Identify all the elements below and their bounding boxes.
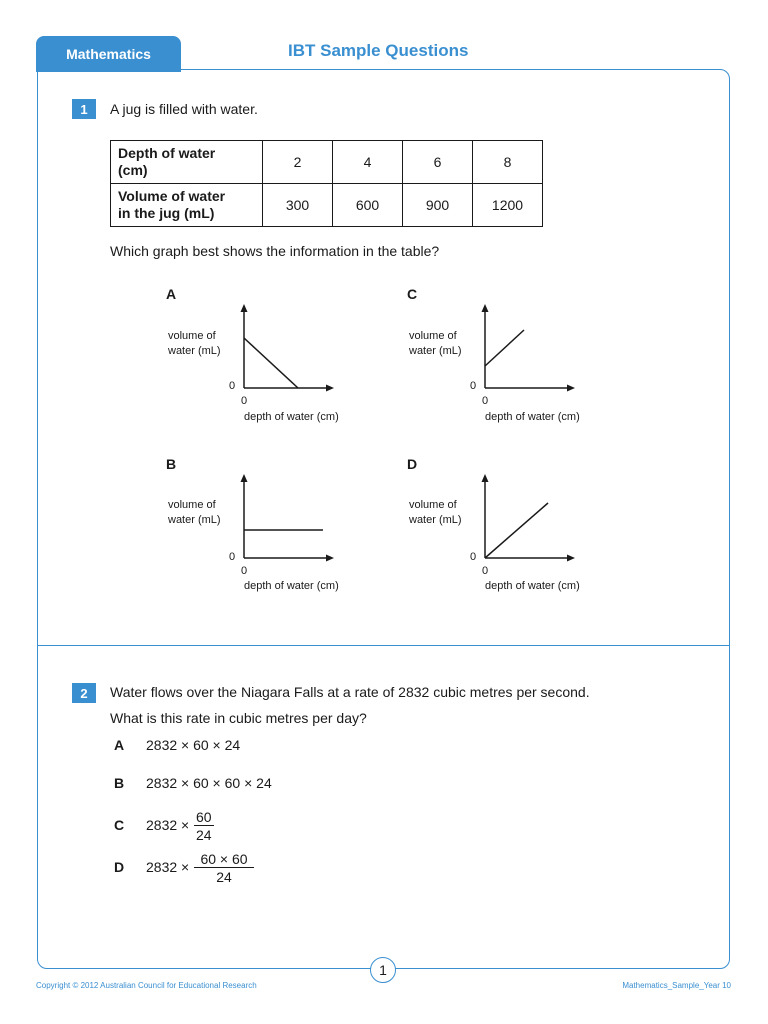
document-id: Mathematics_Sample_Year 10 xyxy=(622,981,731,990)
fraction-denominator: 24 xyxy=(196,827,212,843)
option-text: 2832 × 60 × 60 × 24 xyxy=(146,775,272,791)
option-prefix: 2832 × xyxy=(146,817,190,833)
question-1-prompt: Which graph best shows the information in the table? xyxy=(110,243,440,259)
graph-c-plot xyxy=(477,302,577,394)
table-cell: 2 xyxy=(263,141,333,184)
page-title: IBT Sample Questions xyxy=(288,41,469,60)
x-origin-label: 0 xyxy=(241,395,248,407)
graph-d-plot xyxy=(477,472,577,564)
option-letter: A xyxy=(114,737,125,753)
x-axis-arrow xyxy=(567,555,575,562)
y-origin-label: 0 xyxy=(229,551,236,563)
x-axis-arrow xyxy=(326,555,334,562)
question-2-number: 2 xyxy=(72,683,96,703)
table-row xyxy=(111,141,543,184)
table-cell: 600 xyxy=(333,184,403,227)
subject-tab-label: Mathematics xyxy=(66,46,151,62)
question-2-line-2: What is this rate in cubic metres per day? xyxy=(110,710,367,726)
table-cell: 4 xyxy=(333,141,403,184)
x-origin-label: 0 xyxy=(482,565,489,577)
y-origin-label: 0 xyxy=(470,380,477,392)
fraction xyxy=(194,809,214,843)
option-letter: C xyxy=(114,817,125,833)
table-cell: 8 xyxy=(473,141,543,184)
option-letter: D xyxy=(114,859,125,875)
y-origin-label: 0 xyxy=(229,380,236,392)
table-cell: 1200 xyxy=(473,184,543,227)
graph-line xyxy=(244,338,298,388)
page-number: 1 xyxy=(370,957,396,983)
question-1-number: 1 xyxy=(72,99,96,119)
y-axis-label: volume of water (mL) xyxy=(409,499,462,526)
table-cell: 300 xyxy=(263,184,333,227)
table-row-header: Volume of water in the jug (mL) xyxy=(111,184,263,227)
option-letter: B xyxy=(114,775,125,791)
graph-b-plot xyxy=(236,472,336,564)
question-2-line-1: Water flows over the Niagara Falls at a rate of 2832 cubic metres per second. xyxy=(110,684,590,700)
graph-line xyxy=(485,330,524,366)
table-cell: 6 xyxy=(403,141,473,184)
option-prefix: 2832 × xyxy=(146,859,190,875)
y-axis-arrow xyxy=(241,474,248,482)
subject-tab xyxy=(36,36,181,72)
data-table xyxy=(110,140,543,227)
y-axis-arrow xyxy=(482,304,489,312)
y-axis-label: volume of water (mL) xyxy=(409,330,462,357)
section-divider xyxy=(38,645,729,646)
table-cell: 900 xyxy=(403,184,473,227)
x-origin-label: 0 xyxy=(241,565,248,577)
y-axis-arrow xyxy=(482,474,489,482)
graph-a-plot xyxy=(236,302,336,394)
table-row-header: Depth of water (cm) xyxy=(111,141,263,184)
fraction-numerator: 60 × 60 xyxy=(200,851,248,867)
fraction-numerator: 60 xyxy=(196,809,212,825)
x-axis-arrow xyxy=(567,385,575,392)
option-letter: A xyxy=(166,286,177,302)
x-axis-label: depth of water (cm) xyxy=(244,580,339,592)
x-origin-label: 0 xyxy=(482,395,489,407)
graph-line xyxy=(485,503,548,558)
fraction-denominator: 24 xyxy=(194,867,254,885)
copyright-text: Copyright © 2012 Australian Council for Educational Research xyxy=(36,981,257,990)
x-axis-label: depth of water (cm) xyxy=(244,411,339,423)
table-row xyxy=(111,184,543,227)
option-letter: D xyxy=(407,456,418,472)
option-letter: B xyxy=(166,456,177,472)
option-text: 2832 × 60 × 24 xyxy=(146,737,241,753)
option-letter: C xyxy=(407,286,418,302)
y-origin-label: 0 xyxy=(470,551,477,563)
fraction xyxy=(194,851,254,885)
question-1-stem: A jug is filled with water. xyxy=(110,101,258,117)
x-axis-label: depth of water (cm) xyxy=(485,411,580,423)
y-axis-label: volume of water (mL) xyxy=(168,330,221,357)
x-axis-label: depth of water (cm) xyxy=(485,580,580,592)
y-axis-arrow xyxy=(241,304,248,312)
x-axis-arrow xyxy=(326,385,334,392)
y-axis-label: volume of water (mL) xyxy=(168,499,221,526)
